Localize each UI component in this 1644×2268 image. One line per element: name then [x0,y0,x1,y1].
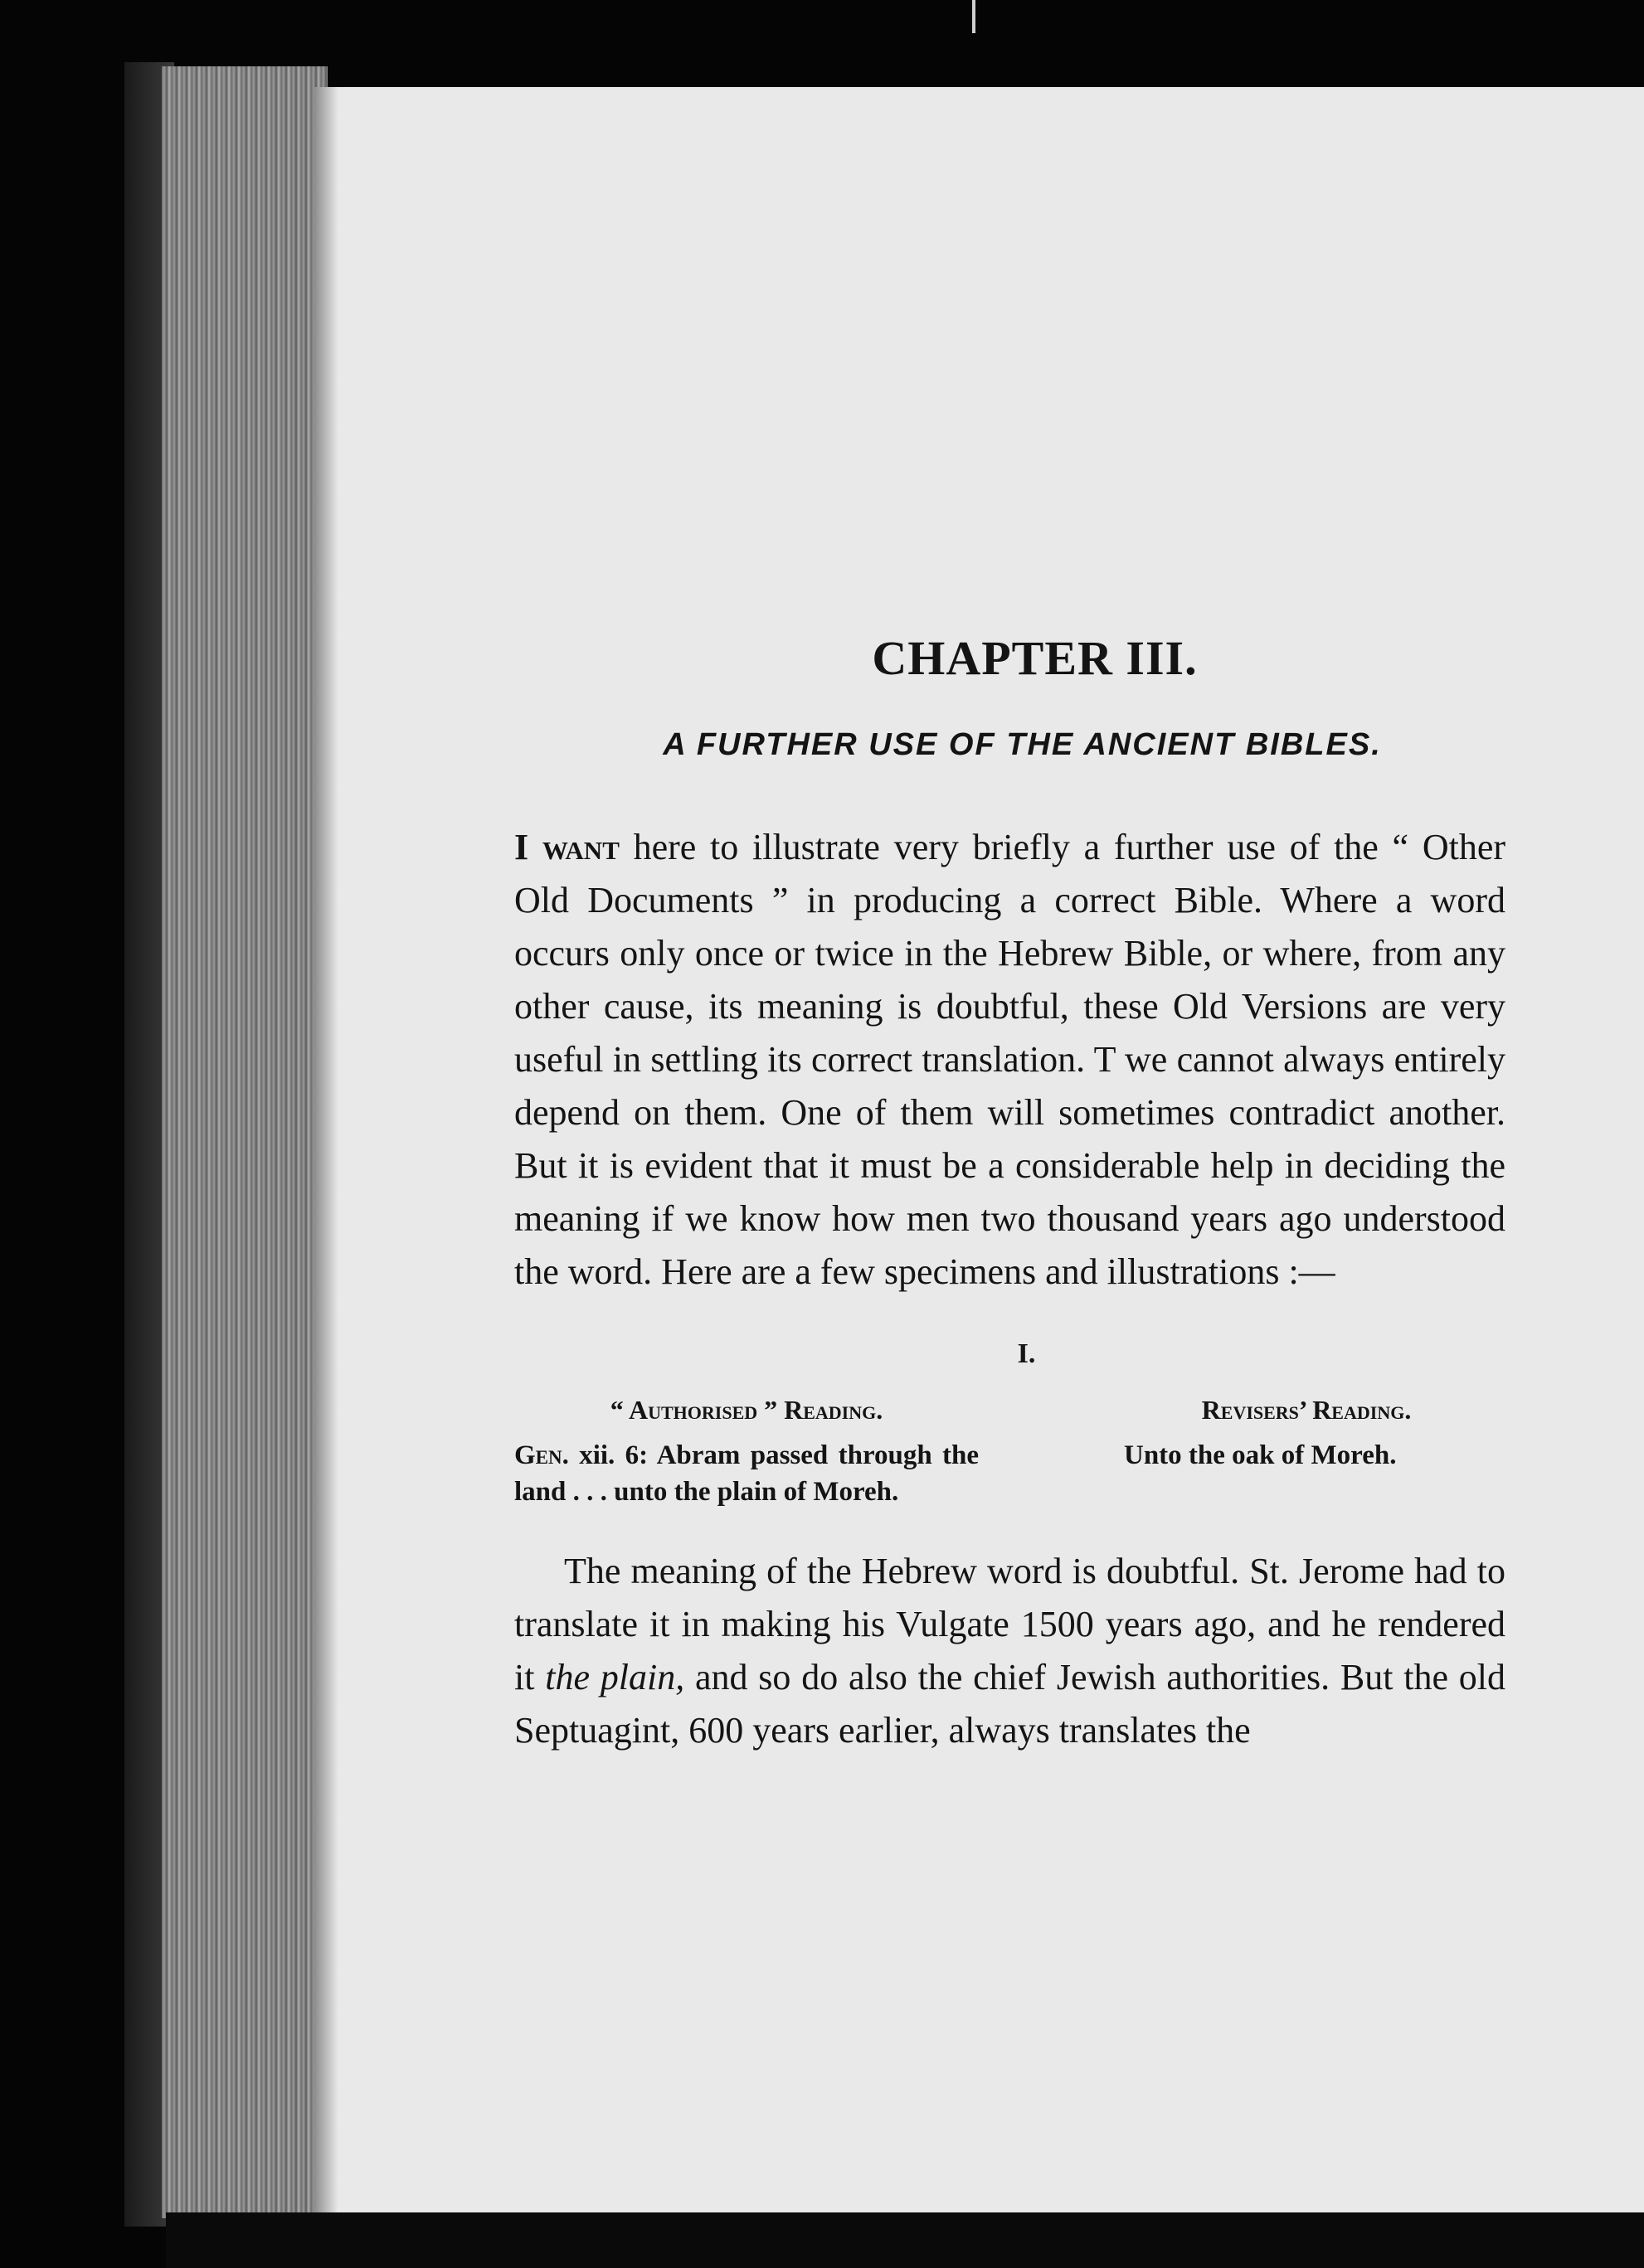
section-number: I. [1017,1338,1036,1369]
scan-mark [972,0,975,33]
revisers-column [1124,1395,1489,1510]
revisers-reading: Unto the oak of Moreh. [1124,1440,1397,1470]
revisers-heading: Revisers’ Reading. [1201,1395,1412,1425]
authorised-column [514,1395,979,1510]
drop-word: I [514,827,529,867]
scan-bottom-border [166,2212,1644,2268]
authorised-reading: xii. 6: Abram passed through the land . . . unto the plain of Moreh. [514,1440,980,1507]
second-italic: the plain, [545,1657,685,1697]
intro-paragraph [514,821,1505,1299]
chapter-title: CHAPTER III. [872,631,1198,685]
second-part2: and so do also the chief Jewish authorities. But the old Septuagint, 600 years earlier, always translates the [514,1657,1506,1751]
chapter-subtitle: A FURTHER USE OF THE ANCIENT BIBLES. [663,727,1382,762]
page-content [514,630,1505,1757]
authorised-heading: “ Authorised ” Reading. [610,1395,883,1425]
authorised-text [514,1437,979,1510]
second-part1: The meaning of the Hebrew word is doubtful. St. Jerome had to translate it in making his Vulgate 1500 years ago, and he rendered it [514,1551,1505,1697]
page-edges [162,66,328,2218]
intro-body: here to illustrate very briefly a further use of the “ Other Old Documents ” in producing a correct Bible. Where a word occurs only once or twice in the Hebrew Bible, or where, from any other cause, its meaning is doubtful, these Old Versions are very useful in settling its correct translation. T we cannot always entirely depend on them. One of them will sometimes contradict another. But it is evident that it must be a considerable help in deciding the meaning if we know how men two thousand years ago understood the word. Here are a few specimens and illustrations :— [514,827,1506,1292]
lead-smallcaps: want [542,827,620,867]
second-paragraph [514,1545,1505,1757]
bible-reference: Gen. [514,1440,569,1470]
readings-comparison [514,1395,1505,1510]
page-gutter-shadow [314,87,338,2214]
